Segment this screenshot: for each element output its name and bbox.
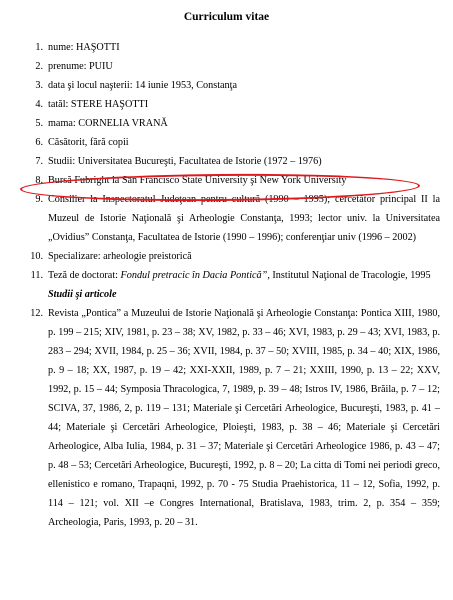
item-text: Studii: Universitatea Bucureşti, Facultatea de Istorie (1972 – 1976) [48,156,322,167]
item-number: 10. [30,251,43,262]
item-text: Căsătorit, fără copii [48,137,129,148]
item-number: 3. [35,80,43,91]
item-number: 6. [35,137,43,148]
item-text: Consilier la Inspectoratul Judeţean pentru cultură (1990 – 1995); cercetător principal II la Muzeul de Istorie Naţională şi Arheologie Constanţa, 1993; lector univ. la Universitatea „Ovidius” Constanţa, Facultatea de Istorie (1990 – 1996); conferenţiar univ (1996 – 2002) [48,194,440,243]
item-text: mama: CORNELIA VRANĂ [48,118,168,129]
list-item [0,57,453,76]
section-subheading: Studii şi articole [48,289,117,300]
item-text: data şi locul naşterii: 14 iunie 1953, Constanţa [48,80,238,91]
list-item [0,304,453,532]
thesis-details: , Institutul Naţional de Tracologie, 1995 [267,270,431,281]
list-item [0,114,453,133]
item-number: 12. [30,308,43,319]
item-number: 11. [30,270,43,281]
item-text: tatăl: STERE HAŞOTTI [48,99,149,110]
thesis-title: Fondul pretracic în Dacia Pontică” [120,270,268,281]
item-number: 7. [35,156,43,167]
document-title: Curriculum vitae [183,11,270,23]
item-text: Specializare: arheologie preistorică [48,251,192,262]
item-number: 9. [35,194,43,205]
list-item [0,76,453,95]
cv-list [0,38,453,532]
item-number: 4. [35,99,43,110]
item-number: 5. [35,118,43,129]
list-item [0,266,453,285]
item-number: 1. [35,42,43,53]
list-item [0,133,453,152]
item-number: 2. [35,61,43,72]
item-text: Revista „Pontica” a Muzeului de Istorie Naţională şi Arheologie Constanţa: Pontica XIII, 1980, p. 199 – 215; XIV, 1981, p. 23 – 38; XV, 1982, p. 33 – 46; XVI, 1983, p. 29 – 43; XVI, 1983, p. 283 – 294; XVII, 1984, p. 25 – 36; XVII, 1984, p. 37 – 50; XVIII, 1985, p. 34 – 40; XIX, 1986, p. 9 – 18; XX, 1987, p. 19 – 42; XXI-XXII, 1989, p. 7 – 21; XXIII, 1990, p. 13 – 22; XXV, 1992, p. 15 – 44; Symposia Thracologica, 7, 1989, p. 39 – 48; Istros IV, 1986, Brăila, p. 7 – 12; SCIVA, 37, 1986, 2, p. 119 – 131; Materiale şi Cercetări Arheologice, Bucureşti, 1983, p. 41 – 44; Materiale şi Cercetări Arheologice, Ploieşti, 1983, p. 38 – 46; Materiale şi Cercetări Arheologice, Alba Iulia, 1984, p. 31 – 37; Materiale şi Cercetări Arheologice 1986, p. 43 – 47; p. 48 – 53; Cercetări Arheologice, Bucureşti, 1992, p. 8 – 20; La citta di Tomi nei periodi greco, ellenistico e romano, Trapaqni, 1992, p. 70 - 75 Studia Praehistorica, 11 – 12, Sofia, 1992, p. 114 – 121; vol. XII –e Congres International, Bratislava, 1983, trim. 2, p. 354 – 359; Archeologia, Paris, 1993, p. 20 – 31. [48,308,440,528]
item-text: Bursă Fubright la San Francisco State University şi New York University [48,175,347,186]
item-text [48,266,440,285]
list-item [0,95,453,114]
item-text: nume: HAŞOTTI [48,42,120,53]
item-text: prenume: PUIU [48,61,113,72]
item-number: 8. [35,175,43,186]
thesis-label: Teză de doctorat: [48,270,121,281]
list-item [0,38,453,57]
list-item [0,247,453,266]
list-item [0,152,453,171]
